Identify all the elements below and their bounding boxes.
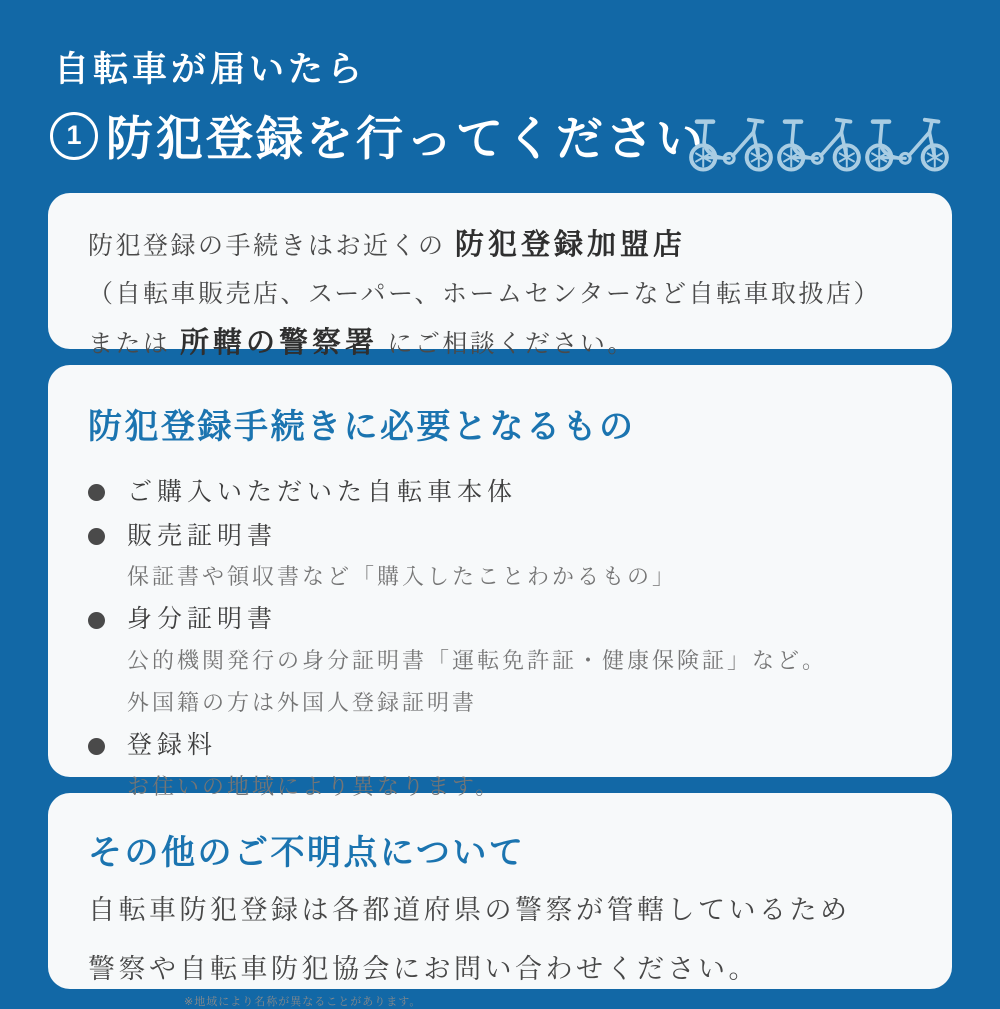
- intro-line1-regular: 防犯登録の手続きはお近くの: [88, 232, 455, 260]
- header: [48, 42, 952, 169]
- header-subtitle: 自転車が届いたら: [54, 50, 367, 89]
- folding-bike-icon: [688, 115, 774, 173]
- list-item-note: 保証書や領収書など「購入したことわかるもの」: [127, 564, 678, 589]
- bullet-icon: [88, 484, 105, 501]
- intro-line1: [88, 219, 912, 272]
- list-item-label: 登録料: [127, 731, 218, 760]
- intro-line3-bold: 所轄の警察署: [179, 327, 378, 360]
- list-item-label: 販売証明書: [127, 521, 278, 550]
- checklist: [88, 474, 912, 805]
- bullet-icon: [88, 612, 105, 629]
- step-number-badge: [50, 112, 98, 160]
- intro-line3-suffix: にご相談ください。: [377, 330, 635, 359]
- intro-line3: [88, 317, 912, 370]
- contact-body-line2: 警察や自転車防犯協会にお問い合わせください。: [88, 953, 759, 984]
- contact-body-line1: 自転車防犯登録は各都道府県の警察が管轄しているため: [88, 895, 851, 925]
- list-item: [88, 474, 912, 512]
- list-item-note: 公的機関発行の身分証明書「運転免許証・健康保険証」など。: [127, 647, 828, 673]
- checklist-card: [48, 365, 952, 799]
- bullet-icon: [88, 528, 105, 545]
- contact-footnote: ※地域により名称が異なることがあります。: [184, 996, 422, 1009]
- list-item-label: ご購入いただいた自転車本体: [127, 478, 518, 506]
- list-item-note: お住いの地域により異なります。: [127, 773, 501, 799]
- list-item: [88, 518, 912, 596]
- page-title: 防犯登録を行ってください: [106, 112, 706, 165]
- bullet-icon: [88, 738, 105, 755]
- list-item-label: 身分証明書: [127, 605, 278, 634]
- intro-line1-bold: 防犯登録加盟店: [454, 229, 686, 261]
- list-item-note: 外国籍の方は外国人登録証明書: [127, 690, 478, 716]
- contact-title: その他のご不明点について: [88, 834, 526, 872]
- folding-bike-icon: [776, 115, 862, 173]
- folding-bike-icons: [688, 115, 950, 173]
- intro-line3-prefix: または: [88, 330, 180, 359]
- contact-card: [48, 793, 952, 1009]
- intro-card: [48, 193, 952, 360]
- checklist-title: 防犯登録手続きに必要となるもの: [88, 408, 636, 446]
- folding-bike-icon: [864, 115, 950, 173]
- step-number: 1: [66, 120, 82, 150]
- intro-line2: （自転車販売店、スーパー、ホームセンターなど自転車取扱店）: [88, 279, 882, 308]
- list-item: [88, 601, 912, 721]
